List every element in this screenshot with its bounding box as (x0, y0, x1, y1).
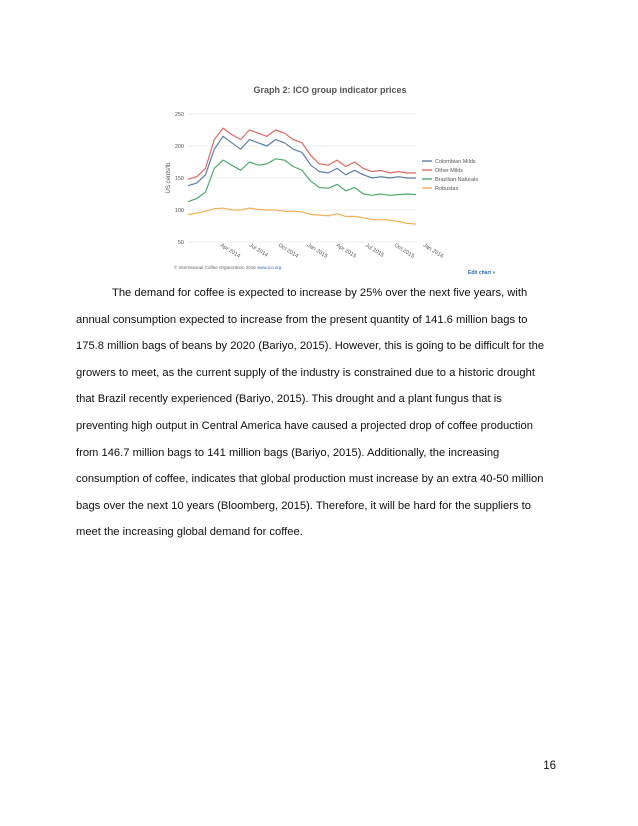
y-tick-label: 50 (177, 240, 184, 246)
y-tick-label: 100 (174, 208, 184, 214)
x-tick-label: Apr 2014 (218, 242, 242, 260)
legend-label: Robustas (435, 186, 459, 192)
legend-label: Colombian Milds (435, 159, 476, 165)
body-line: The demand for coffee is expected to increase by 25% over the next five years, with (112, 287, 528, 299)
body-line: 175.8 million bags of beans by 2020 (Bariyo, 2015). However, this is going to be difficult for the (76, 340, 545, 353)
y-axis-label: US cents/lb (166, 162, 172, 194)
edit-chart-link[interactable]: Edit chart » (468, 270, 496, 276)
legend-label: Other Milds (435, 168, 464, 174)
y-tick-label: 250 (174, 112, 184, 118)
body-line: annual consumption expected to increase from the present quantity of 141.6 million bags to (76, 313, 528, 326)
x-tick-label: Jan 2015 (305, 242, 329, 260)
figure (160, 82, 500, 278)
body-line: meet the increasing global demand for coffee. (76, 526, 303, 539)
body-line: consumption of coffee, indicates that global production must increase by an extra 40-50 million (76, 473, 544, 486)
ico-price-chart (160, 82, 500, 278)
x-tick-label: Jul 2015 (363, 242, 385, 259)
page-number: 16 (543, 760, 556, 772)
x-tick-label: Apr 2015 (334, 242, 358, 260)
x-tick-label: Oct 2015 (392, 242, 416, 260)
series-line (188, 128, 416, 179)
y-tick-label: 150 (174, 176, 184, 182)
body-line: bags over the next 10 years (Bloomberg, 2015). Therefore, it will be hard for the suppliers to (76, 499, 531, 512)
series-line (188, 208, 416, 224)
legend-label: Brazilian Naturals (435, 177, 479, 183)
figure-title: Graph 2: ICO group indicator prices (253, 85, 407, 95)
series-line (188, 159, 416, 202)
credit-text: © International Coffee Organization 2016 (174, 265, 256, 270)
figure-credit (174, 265, 281, 270)
x-tick-label: Oct 2014 (276, 242, 300, 260)
y-tick-label: 200 (174, 144, 184, 150)
body-paragraph (76, 280, 566, 546)
body-line: from 146.7 million bags to 141 million bags (Bariyo, 2015). Additionally, the increasing (76, 446, 500, 459)
credit-link[interactable]: www.ico.org (257, 265, 282, 270)
x-tick-label: Jan 2016 (421, 242, 445, 260)
body-line: that Brazil recently experienced (Bariyo, 2015). This drought and a plant fungus that is (76, 393, 502, 406)
body-line: preventing high output in Central America have caused a projected drop of coffee production (76, 419, 533, 432)
body-line: growers to meet, as the current supply of the industry is constrained due to a historic drought (76, 366, 535, 379)
x-tick-label: Jul 2014 (247, 242, 269, 259)
